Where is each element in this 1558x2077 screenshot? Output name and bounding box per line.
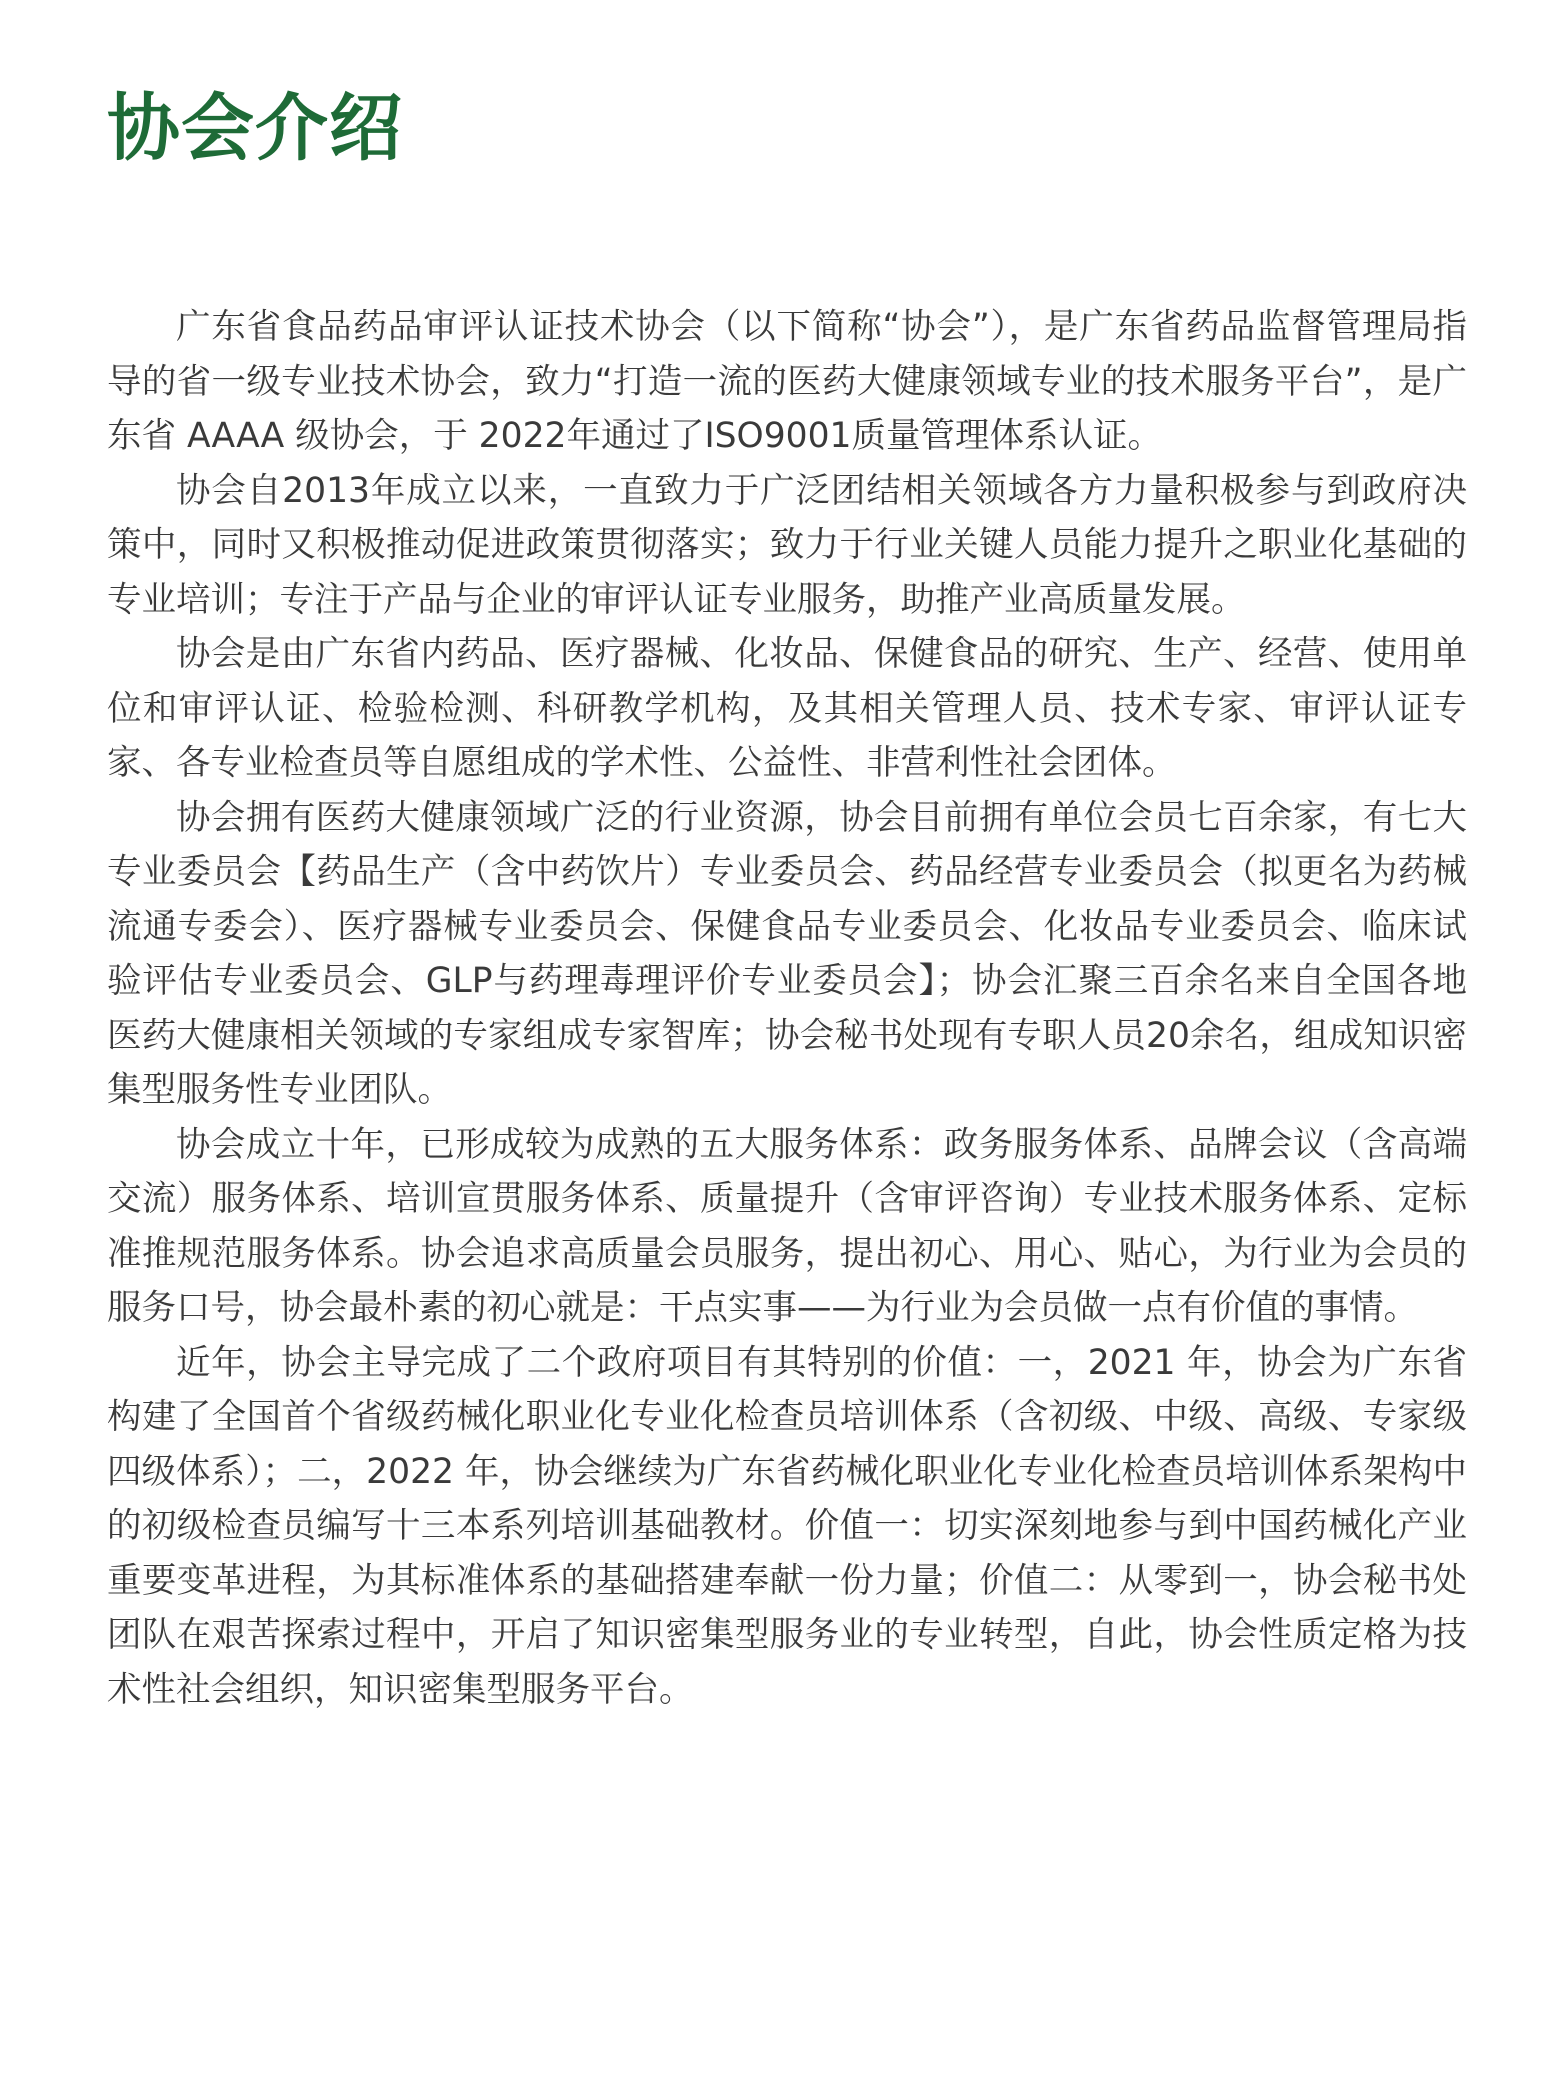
paragraph-composition: 协会是由广东省内药品、医疗器械、化妆品、保健食品的研究、生产、经营、使用单位和审评认证、检验检测、科研教学机构，及其相关管理人员、技术专家、审评认证专家、各专业检查员等自愿组成的学术性、公益性、非营利性社会团体。 [107, 634, 1467, 783]
paragraph-history: 协会自2013年成立以来，一直致力于广泛团结相关领域各方力量积极参与到政府决策中，同时又积极推动促进政策贯彻落实；致力于行业关键人员能力提升之职业化基础的专业培训；专注于产品与企业的审评认证专业服务，助推产业高质量发展。 [107, 470, 1467, 620]
body-text [107, 300, 1467, 1717]
page-title: 协会介绍 [107, 86, 403, 171]
paragraph-projects: 近年，协会主导完成了二个政府项目有其特别的价值：一，2021 年，协会为广东省构建了全国首个省级药械化职业化专业化检查员培训体系（含初级、中级、高级、专家级四级体系）；二，2022 年，协会继续为广东省药械化职业化专业化检查员培训体系架构中的初级检查员编写十三本系列培训基础教材。价值一：切实深刻地参与到中国药械化产业重要变革进程，为其标准体系的基础搭建奉献一份力量；价值二：从零到一，协会秘书处团队在艰苦探索过程中，开启了知识密集型服务业的专业转型，自此，协会性质定格为技术性社会组织，知识密集型服务平台。 [107, 1342, 1467, 1710]
paragraph-services: 协会成立十年，已形成较为成熟的五大服务体系：政务服务体系、品牌会议（含高端交流）服务体系、培训宣贯服务体系、质量提升（含审评咨询）专业技术服务体系、定标准推规范服务体系。协会追求高质量会员服务，提出初心、用心、贴心，为行业为会员的服务口号，协会最朴素的初心就是：干点实事——为行业为会员做一点有价值的事情。 [107, 1124, 1467, 1328]
paragraph-resources: 协会拥有医药大健康领域广泛的行业资源，协会目前拥有单位会员七百余家，有七大专业委员会【药品生产（含中药饮片）专业委员会、药品经营专业委员会（拟更名为药械流通专委会）、医疗器械专业委员会、保健食品专业委员会、化妆品专业委员会、临床试验评估专业委员会、GLP与药理毒理评价专业委员会】；协会汇聚三百余名来自全国各地医药大健康相关领域的专家组成专家智库；协会秘书处现有专职人员20余名，组成知识密集型服务性专业团队。 [107, 797, 1467, 1110]
paragraph-intro: 广东省食品药品审评认证技术协会（以下简称“协会”），是广东省药品监督管理局指导的省一级专业技术协会，致力“打造一流的医药大健康领域专业的技术服务平台”，是广东省 AAAA 级协会，于 2022年通过了ISO9001质量管理体系认证。 [107, 307, 1467, 456]
